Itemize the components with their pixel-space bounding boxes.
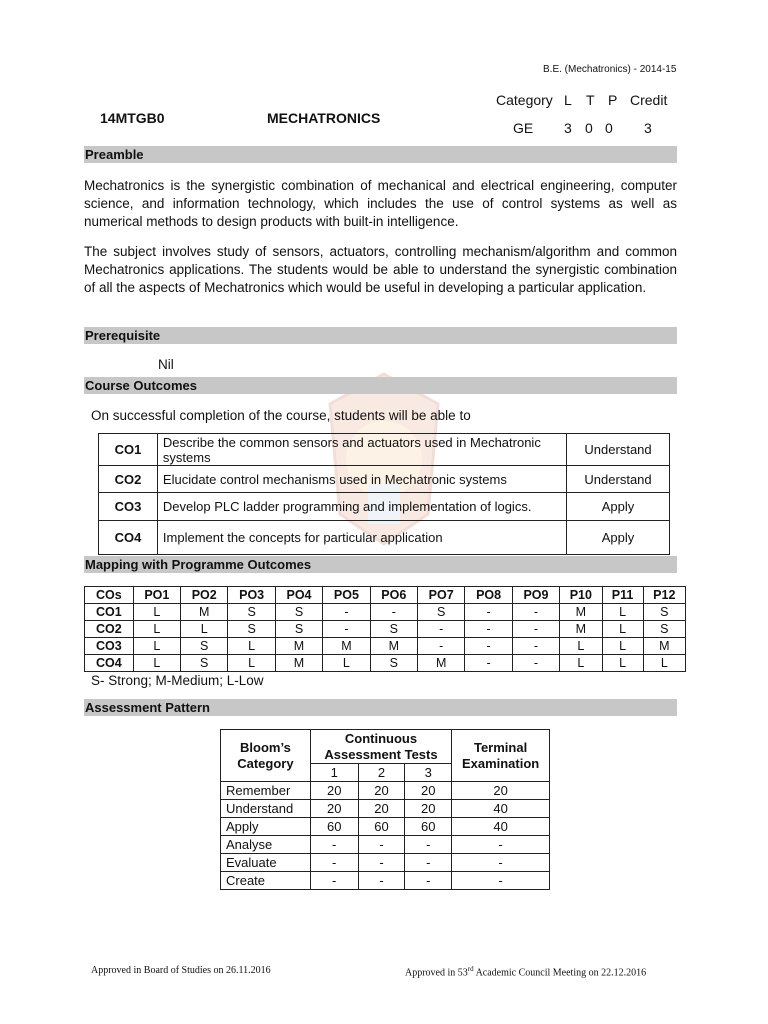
- assessment-value: 60: [310, 818, 358, 836]
- assessment-category: Create: [221, 872, 311, 890]
- ltpc-value-p: 0: [605, 120, 613, 136]
- table-row: [85, 604, 686, 621]
- mapping-column-header: PO8: [465, 587, 512, 604]
- co-description: Elucidate control mechanisms used in Mechatronic systems: [157, 466, 566, 493]
- mapping-cell: S: [228, 621, 275, 638]
- mapping-cell: S: [275, 621, 322, 638]
- header-test-number: 1: [310, 764, 358, 782]
- co-description: Implement the concepts for particular application: [157, 521, 566, 555]
- assessment-category: Remember: [221, 782, 311, 800]
- table-row: [99, 434, 670, 466]
- mapping-cell: -: [417, 638, 464, 655]
- assessment-value: -: [452, 854, 550, 872]
- mapping-column-header: P10: [560, 587, 602, 604]
- assessment-value: -: [405, 872, 452, 890]
- mapping-cell: -: [512, 621, 559, 638]
- assessment-value: 20: [310, 782, 358, 800]
- mapping-cell: L: [602, 638, 643, 655]
- mapping-cell: S: [228, 604, 275, 621]
- assessment-value: -: [310, 836, 358, 854]
- co-id: CO4: [99, 521, 158, 555]
- co-level: Apply: [567, 493, 670, 521]
- header-terminal-examination: Terminal Examination: [452, 730, 550, 782]
- preamble-paragraph-1: Mechatronics is the synergistic combination of mechanical and electrical engineering, computer science, and information technology, which includes the use of control systems as well as numerical methods to design products with built-in intelligence.: [84, 178, 677, 229]
- mapping-cell: -: [323, 604, 370, 621]
- mapping-cell: -: [465, 638, 512, 655]
- assessment-pattern-table: [220, 729, 550, 890]
- table-row: [99, 521, 670, 555]
- course-title: MECHATRONICS: [267, 110, 381, 126]
- footer-board-approval: Approved in Board of Studies on 26.11.2016: [91, 965, 271, 976]
- mapping-cell: L: [602, 621, 643, 638]
- mapping-legend: S- Strong; M-Medium; L-Low: [91, 673, 264, 688]
- assessment-value: 20: [452, 782, 550, 800]
- mapping-cell: L: [133, 655, 180, 672]
- mapping-row-id: CO2: [85, 621, 134, 638]
- header-test-number: 3: [405, 764, 452, 782]
- course-outcomes-table: [98, 433, 670, 555]
- table-row: [85, 655, 686, 672]
- assessment-value: 20: [405, 800, 452, 818]
- mapping-cell: L: [602, 604, 643, 621]
- ltpc-value-t: 0: [585, 120, 593, 136]
- mapping-column-header: PO9: [512, 587, 559, 604]
- assessment-value: -: [310, 872, 358, 890]
- table-header-row: [221, 730, 550, 764]
- co-description: Describe the common sensors and actuators used in Mechatronic systems: [157, 434, 566, 466]
- header-blooms-category: Bloom’s Category: [221, 730, 311, 782]
- co-id: CO2: [99, 466, 158, 493]
- mapping-cell: -: [370, 604, 417, 621]
- mapping-cell: M: [323, 638, 370, 655]
- ltpc-header-p: P: [608, 92, 618, 108]
- assessment-category: Understand: [221, 800, 311, 818]
- mapping-cell: S: [643, 604, 685, 621]
- mapping-column-header: COs: [85, 587, 134, 604]
- mapping-column-header: PO3: [228, 587, 275, 604]
- table-row: [85, 621, 686, 638]
- mapping-cell: L: [133, 621, 180, 638]
- mapping-cell: S: [181, 655, 228, 672]
- po-mapping-table: [84, 586, 686, 672]
- co-level: Understand: [567, 466, 670, 493]
- co-id: CO3: [99, 493, 158, 521]
- table-row: [221, 818, 550, 836]
- preamble-paragraph-2: The subject involves study of sensors, actuators, controlling mechanism/algorithm and common Mechatronics applications. The students would be able to understand the synergistic combination of all the aspects of Mechatronics which would be useful in developing a particular application.: [84, 244, 677, 295]
- table-row: [221, 872, 550, 890]
- table-row: [221, 800, 550, 818]
- mapping-cell: L: [133, 638, 180, 655]
- section-heading-course-outcomes: Course Outcomes: [84, 377, 677, 394]
- assessment-value: 20: [405, 782, 452, 800]
- mapping-cell: L: [228, 655, 275, 672]
- header-test-number: 2: [358, 764, 405, 782]
- mapping-cell: -: [465, 621, 512, 638]
- mapping-cell: L: [323, 655, 370, 672]
- mapping-cell: -: [512, 655, 559, 672]
- mapping-cell: S: [181, 638, 228, 655]
- co-level: Understand: [567, 434, 670, 466]
- table-row: [221, 854, 550, 872]
- ltpc-header-credit: Credit: [630, 92, 668, 108]
- mapping-cell: -: [417, 621, 464, 638]
- course-outcomes-intro: On successful completion of the course, students will be able to: [91, 408, 471, 423]
- assessment-category: Apply: [221, 818, 311, 836]
- mapping-cell: -: [323, 621, 370, 638]
- ltpc-header-category: Category: [496, 92, 553, 108]
- ltpc-value-credit: 3: [644, 120, 652, 136]
- mapping-cell: L: [181, 621, 228, 638]
- section-heading-mapping: Mapping with Programme Outcomes: [84, 556, 677, 573]
- mapping-column-header: P12: [643, 587, 685, 604]
- mapping-column-header: PO4: [275, 587, 322, 604]
- section-heading-preamble: Preamble: [84, 146, 677, 163]
- table-row: [221, 836, 550, 854]
- mapping-cell: -: [512, 604, 559, 621]
- table-header-row: [85, 587, 686, 604]
- table-row: [99, 466, 670, 493]
- mapping-row-id: CO1: [85, 604, 134, 621]
- assessment-value: -: [358, 854, 405, 872]
- ltpc-value-category: GE: [513, 120, 534, 136]
- header-continuous-assessment: Continuous Assessment Tests: [310, 730, 451, 764]
- footer-council-text-post: Academic Council Meeting on 22.12.2016: [473, 967, 647, 979]
- mapping-cell: M: [275, 638, 322, 655]
- mapping-cell: L: [133, 604, 180, 621]
- co-level: Apply: [567, 521, 670, 555]
- ltpc-value-l: 3: [564, 120, 572, 136]
- assessment-value: 40: [452, 800, 550, 818]
- mapping-cell: M: [643, 638, 685, 655]
- assessment-value: -: [358, 836, 405, 854]
- mapping-cell: L: [643, 655, 685, 672]
- co-id: CO1: [99, 434, 158, 466]
- mapping-cell: M: [275, 655, 322, 672]
- mapping-cell: L: [602, 655, 643, 672]
- mapping-column-header: PO2: [181, 587, 228, 604]
- mapping-cell: S: [370, 621, 417, 638]
- assessment-value: -: [310, 854, 358, 872]
- table-row: [99, 493, 670, 521]
- mapping-cell: L: [228, 638, 275, 655]
- mapping-cell: S: [275, 604, 322, 621]
- table-row: [221, 782, 550, 800]
- table-row: [85, 638, 686, 655]
- assessment-value: -: [358, 872, 405, 890]
- assessment-value: 20: [310, 800, 358, 818]
- footer-council-text-pre: Approved in 53: [405, 967, 468, 979]
- assessment-category: Analyse: [221, 836, 311, 854]
- assessment-value: 20: [358, 782, 405, 800]
- footer-council-superscript: rd: [467, 965, 474, 973]
- assessment-value: -: [452, 836, 550, 854]
- mapping-cell: S: [643, 621, 685, 638]
- mapping-cell: -: [465, 655, 512, 672]
- mapping-cell: S: [370, 655, 417, 672]
- assessment-category: Evaluate: [221, 854, 311, 872]
- co-description: Develop PLC ladder programming and implementation of logics.: [157, 493, 566, 521]
- assessment-value: 60: [405, 818, 452, 836]
- prerequisite-value: Nil: [158, 357, 174, 372]
- mapping-cell: -: [465, 604, 512, 621]
- assessment-value: 60: [358, 818, 405, 836]
- mapping-row-id: CO4: [85, 655, 134, 672]
- assessment-value: 20: [358, 800, 405, 818]
- assessment-value: -: [405, 836, 452, 854]
- assessment-value: 40: [452, 818, 550, 836]
- ltpc-header-t: T: [586, 92, 595, 108]
- section-heading-assessment: Assessment Pattern: [84, 699, 677, 716]
- mapping-cell: M: [181, 604, 228, 621]
- mapping-cell: M: [560, 621, 602, 638]
- mapping-cell: L: [560, 655, 602, 672]
- mapping-row-id: CO3: [85, 638, 134, 655]
- mapping-cell: -: [512, 638, 559, 655]
- ltpc-header-l: L: [564, 92, 572, 108]
- mapping-cell: M: [560, 604, 602, 621]
- mapping-column-header: P11: [602, 587, 643, 604]
- mapping-cell: S: [417, 604, 464, 621]
- mapping-cell: M: [417, 655, 464, 672]
- mapping-column-header: PO1: [133, 587, 180, 604]
- mapping-column-header: PO6: [370, 587, 417, 604]
- mapping-cell: L: [560, 638, 602, 655]
- program-label: B.E. (Mechatronics) - 2014-15: [543, 64, 677, 75]
- mapping-cell: M: [370, 638, 417, 655]
- mapping-column-header: PO7: [417, 587, 464, 604]
- course-code: 14MTGB0: [100, 110, 165, 126]
- section-heading-prerequisite: Prerequisite: [84, 327, 677, 344]
- mapping-column-header: PO5: [323, 587, 370, 604]
- footer-council-approval: [405, 965, 646, 978]
- assessment-value: -: [405, 854, 452, 872]
- assessment-value: -: [452, 872, 550, 890]
